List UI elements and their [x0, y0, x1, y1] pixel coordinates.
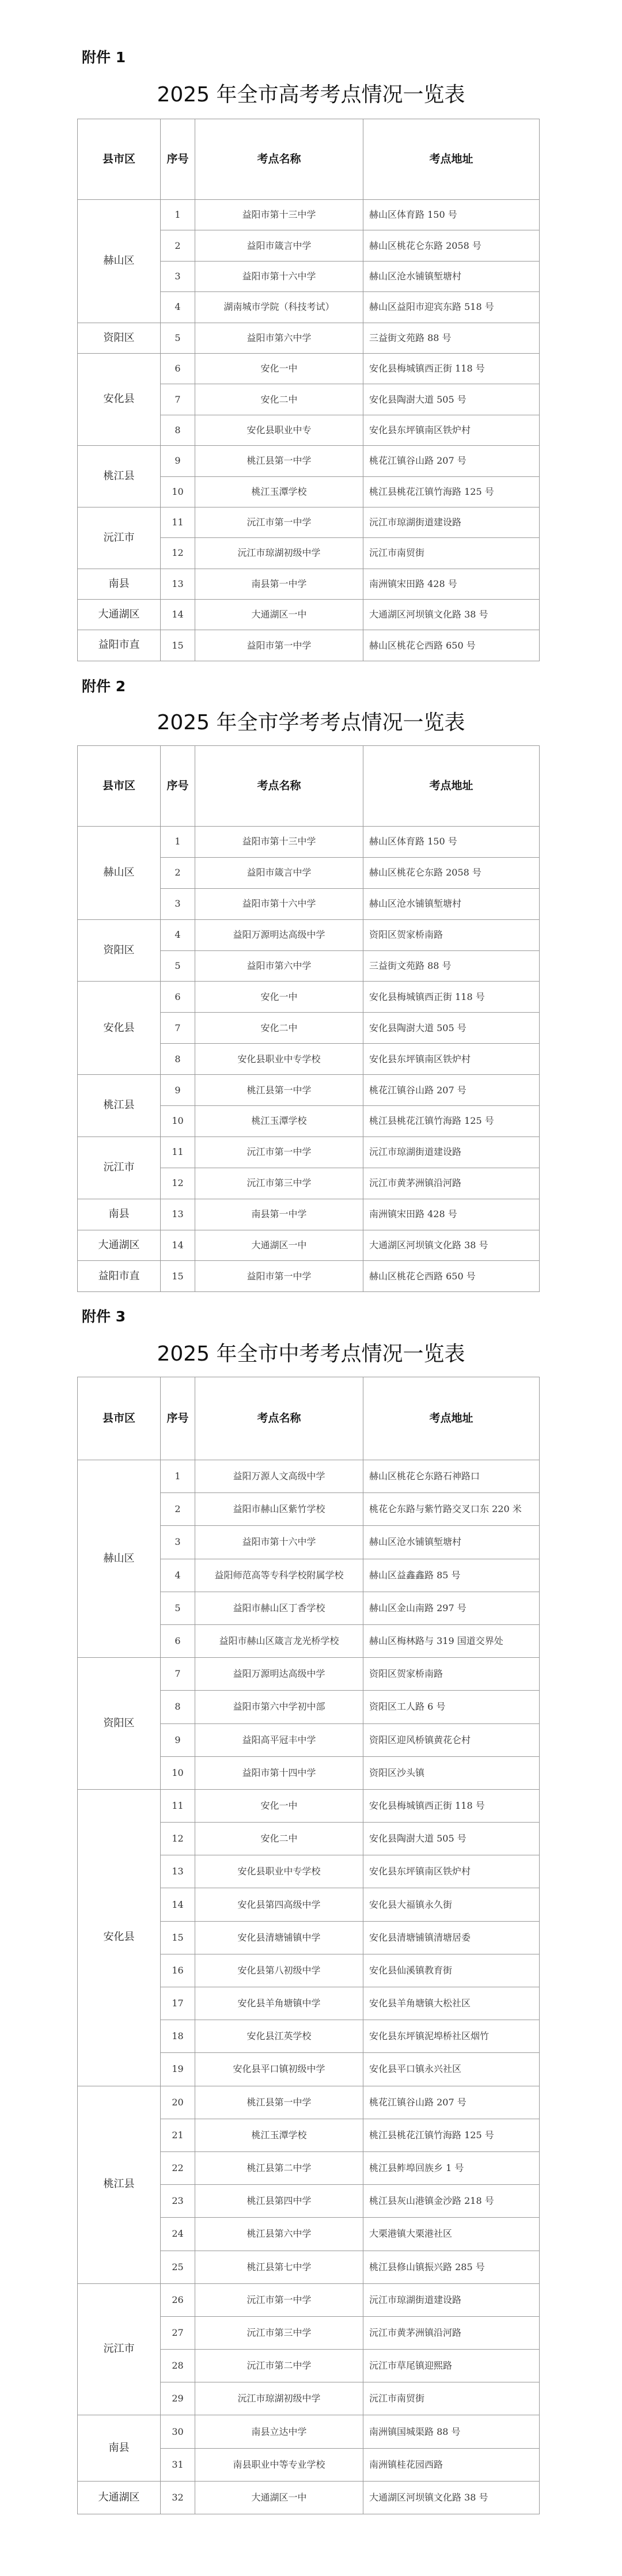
county-cell: 沅江市 [78, 507, 161, 569]
number-cell: 5 [161, 950, 195, 982]
number-cell: 29 [161, 2382, 195, 2415]
table-row [78, 323, 540, 353]
header-number: 序号 [161, 1377, 195, 1460]
site-address-cell: 赫山区桃花仑西路 650 号 [363, 1261, 540, 1292]
county-cell: 桃江县 [78, 2086, 161, 2283]
number-cell: 3 [161, 888, 195, 919]
site-address-cell: 桃花仑东路与紫竹路交叉口东 220 米 [363, 1493, 540, 1526]
site-address-cell: 赫山区沧水铺镇堑塘村 [363, 261, 540, 291]
county-cell: 南县 [78, 1199, 161, 1230]
site-name-cell: 桃江县第四中学 [195, 2185, 363, 2218]
county-cell: 大通湖区 [78, 1230, 161, 1261]
county-cell: 安化县 [78, 982, 161, 1075]
number-cell: 6 [161, 982, 195, 1013]
county-cell: 益阳市直 [78, 630, 161, 661]
site-address-cell: 资阳区贺家桥南路 [363, 1658, 540, 1691]
site-address-cell: 赫山区梅林路与 319 国道交界处 [363, 1624, 540, 1657]
number-cell: 4 [161, 919, 195, 950]
number-cell: 4 [161, 292, 195, 323]
county-cell: 赫山区 [78, 1460, 161, 1658]
number-cell: 11 [161, 1789, 195, 1822]
site-address-cell: 沅江市琼湖街道建设路 [363, 507, 540, 537]
site-address-cell: 安化县梅城镇西正街 118 号 [363, 1789, 540, 1822]
site-address-cell: 安化县陶澍大道 505 号 [363, 1013, 540, 1044]
number-cell: 8 [161, 415, 195, 445]
number-cell: 9 [161, 446, 195, 476]
site-address-cell: 安化县梅城镇西正街 118 号 [363, 353, 540, 384]
site-address-cell: 资阳区沙头镇 [363, 1756, 540, 1789]
number-cell: 19 [161, 2053, 195, 2086]
number-cell: 14 [161, 1230, 195, 1261]
site-address-cell: 赫山区沧水铺镇堑塘村 [363, 888, 540, 919]
site-address-cell: 桃花江镇谷山路 207 号 [363, 1075, 540, 1106]
site-name-cell: 沅江市第三中学 [195, 1168, 363, 1199]
number-cell: 6 [161, 353, 195, 384]
site-address-cell: 南洲镇宋田路 428 号 [363, 1199, 540, 1230]
site-name-cell: 安化县第四高级中学 [195, 1888, 363, 1921]
table-header-row [78, 119, 540, 200]
site-address-cell: 安化县清塘铺镇清塘居委 [363, 1921, 540, 1954]
number-cell: 31 [161, 2448, 195, 2481]
table-row [78, 2481, 540, 2514]
number-cell: 2 [161, 1493, 195, 1526]
site-address-cell: 沅江市南贸街 [363, 2382, 540, 2415]
number-cell: 27 [161, 2316, 195, 2349]
number-cell: 8 [161, 1691, 195, 1723]
site-address-cell: 赫山区体育路 150 号 [363, 827, 540, 858]
site-name-cell: 益阳市第六中学 [195, 323, 363, 353]
number-cell: 7 [161, 384, 195, 415]
site-name-cell: 大通湖区一中 [195, 2481, 363, 2514]
number-cell: 25 [161, 2251, 195, 2283]
site-name-cell: 安化二中 [195, 1013, 363, 1044]
county-cell: 桃江县 [78, 1075, 161, 1137]
site-name-cell: 益阳市第一中学 [195, 1261, 363, 1292]
site-address-cell: 桃江县桃花江镇竹海路 125 号 [363, 1106, 540, 1137]
table-row [78, 1199, 540, 1230]
site-name-cell: 益阳市第六中学 [195, 950, 363, 982]
header-number: 序号 [161, 119, 195, 200]
number-cell: 1 [161, 1460, 195, 1493]
table-row [78, 1075, 540, 1106]
site-address-cell: 桃江县灰山港镇金沙路 218 号 [363, 2185, 540, 2218]
site-address-cell: 安化县仙溪镇教育街 [363, 1954, 540, 1987]
site-name-cell: 大通湖区一中 [195, 1230, 363, 1261]
header-site-address: 考点地址 [363, 746, 540, 827]
number-cell: 30 [161, 2415, 195, 2448]
site-address-cell: 安化县东坪镇南区铁炉村 [363, 1855, 540, 1888]
site-name-cell: 沅江市第三中学 [195, 2316, 363, 2349]
number-cell: 7 [161, 1658, 195, 1691]
site-address-cell: 资阳区迎风桥镇黄花仑村 [363, 1723, 540, 1756]
site-address-cell: 安化县东坪镇南区铁炉村 [363, 415, 540, 445]
site-address-cell: 安化县羊角塘镇大松社区 [363, 1987, 540, 2020]
site-address-cell: 赫山区金山南路 297 号 [363, 1592, 540, 1624]
county-cell: 南县 [78, 2415, 161, 2481]
site-address-cell: 赫山区体育路 150 号 [363, 200, 540, 230]
table-row [78, 1137, 540, 1168]
header-number: 序号 [161, 746, 195, 827]
annex-label-3: 附件 3 [82, 1308, 126, 1325]
site-name-cell: 南县职业中等专业学校 [195, 2448, 363, 2481]
site-name-cell: 安化二中 [195, 384, 363, 415]
site-name-cell: 益阳市箴言中学 [195, 857, 363, 888]
site-name-cell: 益阳市第十四中学 [195, 1756, 363, 1789]
table-row [78, 1658, 540, 1691]
county-cell: 资阳区 [78, 919, 161, 982]
number-cell: 13 [161, 1199, 195, 1230]
site-name-cell: 益阳市第十六中学 [195, 888, 363, 919]
site-name-cell: 益阳市赫山区箴言龙光桥学校 [195, 1624, 363, 1657]
table-row [78, 1789, 540, 1822]
site-address-cell: 南洲镇宋田路 428 号 [363, 569, 540, 599]
site-address-cell: 赫山区益阳市迎宾东路 518 号 [363, 292, 540, 323]
county-cell: 赫山区 [78, 827, 161, 920]
site-name-cell: 大通湖区一中 [195, 600, 363, 630]
site-address-cell: 资阳区贺家桥南路 [363, 919, 540, 950]
number-cell: 17 [161, 1987, 195, 2020]
site-name-cell: 安化县羊角塘镇中学 [195, 1987, 363, 2020]
site-address-cell: 沅江市草尾镇迎熙路 [363, 2350, 540, 2382]
header-site-address: 考点地址 [363, 1377, 540, 1460]
number-cell: 16 [161, 1954, 195, 1987]
site-name-cell: 安化县清塘铺镇中学 [195, 1921, 363, 1954]
site-name-cell: 安化县江英学校 [195, 2020, 363, 2053]
site-address-cell: 安化县陶澍大道 505 号 [363, 1823, 540, 1855]
county-cell: 安化县 [78, 353, 161, 445]
table-row [78, 919, 540, 950]
number-cell: 18 [161, 2020, 195, 2053]
table-row [78, 507, 540, 537]
number-cell: 10 [161, 1756, 195, 1789]
county-cell: 沅江市 [78, 1137, 161, 1199]
table-title-2: 2025 年全市学考考点情况一览表 [157, 711, 465, 734]
county-cell: 沅江市 [78, 2283, 161, 2415]
site-name-cell: 益阳万源人文高级中学 [195, 1460, 363, 1493]
site-address-cell: 桃花江镇谷山路 207 号 [363, 2086, 540, 2119]
site-address-cell: 桃江县桃花江镇竹海路 125 号 [363, 2119, 540, 2151]
number-cell: 26 [161, 2283, 195, 2316]
site-address-cell: 赫山区桃花仑东路 2058 号 [363, 230, 540, 261]
number-cell: 7 [161, 1013, 195, 1044]
number-cell: 20 [161, 2086, 195, 2119]
number-cell: 32 [161, 2481, 195, 2514]
site-address-cell: 安化县东坪镇泥埠桥社区烟竹 [363, 2020, 540, 2053]
site-address-cell: 南洲镇国城渠路 88 号 [363, 2415, 540, 2448]
site-address-cell: 大通湖区河坝镇文化路 38 号 [363, 600, 540, 630]
site-address-cell: 安化县陶澍大道 505 号 [363, 384, 540, 415]
table-row [78, 200, 540, 230]
site-address-cell: 沅江市琼湖街道建设路 [363, 2283, 540, 2316]
site-name-cell: 沅江市第一中学 [195, 2283, 363, 2316]
table-row [78, 630, 540, 661]
site-name-cell: 沅江市第一中学 [195, 1137, 363, 1168]
site-name-cell: 益阳市第十三中学 [195, 827, 363, 858]
site-address-cell: 安化县东坪镇南区铁炉村 [363, 1044, 540, 1075]
site-address-cell: 三益街文苑路 88 号 [363, 950, 540, 982]
table-row [78, 1460, 540, 1493]
table-row [78, 827, 540, 858]
site-name-cell: 桃江县第一中学 [195, 446, 363, 476]
county-cell: 资阳区 [78, 323, 161, 353]
site-name-cell: 益阳市第十六中学 [195, 261, 363, 291]
site-address-cell: 桃江县修山镇振兴路 285 号 [363, 2251, 540, 2283]
site-address-cell: 大通湖区河坝镇文化路 38 号 [363, 1230, 540, 1261]
site-name-cell: 沅江市琼湖初级中学 [195, 538, 363, 569]
site-name-cell: 桃江玉潭学校 [195, 1106, 363, 1137]
number-cell: 12 [161, 538, 195, 569]
county-cell: 资阳区 [78, 1658, 161, 1790]
site-name-cell: 桃江玉潭学校 [195, 2119, 363, 2151]
site-name-cell: 安化县职业中专 [195, 415, 363, 445]
site-address-cell: 安化县平口镇永兴社区 [363, 2053, 540, 2086]
number-cell: 1 [161, 200, 195, 230]
site-address-cell: 沅江市琼湖街道建设路 [363, 1137, 540, 1168]
site-address-cell: 大栗港镇大栗港社区 [363, 2218, 540, 2251]
number-cell: 24 [161, 2218, 195, 2251]
table-row [78, 600, 540, 630]
table-header-row [78, 1377, 540, 1460]
site-name-cell: 南县立达中学 [195, 2415, 363, 2448]
site-address-cell: 赫山区桃花仑东路石神路口 [363, 1460, 540, 1493]
site-name-cell: 南县第一中学 [195, 1199, 363, 1230]
site-address-cell: 沅江市黄茅洲镇沿河路 [363, 1168, 540, 1199]
annex-label-2: 附件 2 [82, 678, 126, 695]
number-cell: 4 [161, 1559, 195, 1592]
number-cell: 11 [161, 1137, 195, 1168]
header-county: 县市区 [78, 746, 161, 827]
number-cell: 3 [161, 1526, 195, 1559]
table-row [78, 982, 540, 1013]
site-name-cell: 安化二中 [195, 1823, 363, 1855]
number-cell: 9 [161, 1723, 195, 1756]
table-row [78, 1230, 540, 1261]
number-cell: 6 [161, 1624, 195, 1657]
exam-site-table-1 [77, 119, 540, 661]
site-name-cell: 益阳市赫山区丁香学校 [195, 1592, 363, 1624]
number-cell: 5 [161, 1592, 195, 1624]
number-cell: 15 [161, 630, 195, 661]
number-cell: 10 [161, 476, 195, 507]
table-row [78, 2415, 540, 2448]
site-name-cell: 湖南城市学院（科技考试） [195, 292, 363, 323]
county-cell: 桃江县 [78, 446, 161, 507]
county-cell: 大通湖区 [78, 2481, 161, 2514]
site-name-cell: 桃江县第一中学 [195, 1075, 363, 1106]
site-address-cell: 赫山区桃花仑西路 650 号 [363, 630, 540, 661]
site-name-cell: 安化县职业中专学校 [195, 1855, 363, 1888]
number-cell: 2 [161, 230, 195, 261]
header-county: 县市区 [78, 119, 161, 200]
site-name-cell: 安化县平口镇初级中学 [195, 2053, 363, 2086]
table-row [78, 353, 540, 384]
header-county: 县市区 [78, 1377, 161, 1460]
number-cell: 1 [161, 827, 195, 858]
site-name-cell: 益阳市箴言中学 [195, 230, 363, 261]
site-name-cell: 桃江县第二中学 [195, 2151, 363, 2184]
site-name-cell: 益阳市第一中学 [195, 630, 363, 661]
site-address-cell: 安化县梅城镇西正街 118 号 [363, 982, 540, 1013]
site-name-cell: 益阳高平冠丰中学 [195, 1723, 363, 1756]
site-name-cell: 安化县第八初级中学 [195, 1954, 363, 1987]
site-address-cell: 桃江县桃花江镇竹海路 125 号 [363, 476, 540, 507]
site-name-cell: 益阳市第六中学初中部 [195, 1691, 363, 1723]
table-row [78, 569, 540, 599]
number-cell: 12 [161, 1168, 195, 1199]
site-address-cell: 资阳区工人路 6 号 [363, 1691, 540, 1723]
exam-site-table-3 [77, 1377, 540, 2514]
number-cell: 14 [161, 600, 195, 630]
county-cell: 益阳市直 [78, 1261, 161, 1292]
number-cell: 2 [161, 857, 195, 888]
number-cell: 13 [161, 569, 195, 599]
number-cell: 3 [161, 261, 195, 291]
number-cell: 15 [161, 1261, 195, 1292]
site-name-cell: 南县第一中学 [195, 569, 363, 599]
number-cell: 5 [161, 323, 195, 353]
site-name-cell: 益阳师范高等专科学校附属学校 [195, 1559, 363, 1592]
site-name-cell: 益阳市第十六中学 [195, 1526, 363, 1559]
table-row [78, 2086, 540, 2119]
header-site-name: 考点名称 [195, 119, 363, 200]
county-cell: 赫山区 [78, 200, 161, 323]
header-site-address: 考点地址 [363, 119, 540, 200]
site-name-cell: 安化一中 [195, 982, 363, 1013]
number-cell: 9 [161, 1075, 195, 1106]
number-cell: 23 [161, 2185, 195, 2218]
site-name-cell: 安化一中 [195, 1789, 363, 1822]
county-cell: 大通湖区 [78, 600, 161, 630]
site-name-cell: 桃江县第七中学 [195, 2251, 363, 2283]
site-name-cell: 桃江县第一中学 [195, 2086, 363, 2119]
table-row [78, 2283, 540, 2316]
number-cell: 13 [161, 1855, 195, 1888]
county-cell: 南县 [78, 569, 161, 599]
number-cell: 11 [161, 507, 195, 537]
number-cell: 8 [161, 1044, 195, 1075]
site-name-cell: 桃江县第六中学 [195, 2218, 363, 2251]
site-address-cell: 赫山区桃花仑东路 2058 号 [363, 857, 540, 888]
table-row [78, 1261, 540, 1292]
site-name-cell: 沅江市第二中学 [195, 2350, 363, 2382]
number-cell: 15 [161, 1921, 195, 1954]
site-address-cell: 赫山区益鑫鑫路 85 号 [363, 1559, 540, 1592]
site-name-cell: 沅江市琼湖初级中学 [195, 2382, 363, 2415]
number-cell: 14 [161, 1888, 195, 1921]
site-address-cell: 大通湖区河坝镇文化路 38 号 [363, 2481, 540, 2514]
site-name-cell: 益阳万源明达高级中学 [195, 1658, 363, 1691]
number-cell: 22 [161, 2151, 195, 2184]
site-name-cell: 安化县职业中专学校 [195, 1044, 363, 1075]
site-name-cell: 益阳万源明达高级中学 [195, 919, 363, 950]
site-address-cell: 桃花江镇谷山路 207 号 [363, 446, 540, 476]
site-address-cell: 沅江市黄茅洲镇沿河路 [363, 2316, 540, 2349]
number-cell: 21 [161, 2119, 195, 2151]
site-address-cell: 南洲镇桂花园西路 [363, 2448, 540, 2481]
site-name-cell: 益阳市赫山区紫竹学校 [195, 1493, 363, 1526]
header-site-name: 考点名称 [195, 1377, 363, 1460]
number-cell: 10 [161, 1106, 195, 1137]
annex-label-1: 附件 1 [82, 49, 126, 66]
table-title-3: 2025 年全市中考考点情况一览表 [157, 1342, 465, 1366]
site-name-cell: 桃江玉潭学校 [195, 476, 363, 507]
number-cell: 12 [161, 1823, 195, 1855]
site-address-cell: 三益街文苑路 88 号 [363, 323, 540, 353]
site-address-cell: 赫山区沧水铺镇堑塘村 [363, 1526, 540, 1559]
site-address-cell: 沅江市南贸街 [363, 538, 540, 569]
site-name-cell: 沅江市第一中学 [195, 507, 363, 537]
site-name-cell: 益阳市第十三中学 [195, 200, 363, 230]
table-row [78, 446, 540, 476]
table-title-1: 2025 年全市高考考点情况一览表 [157, 83, 465, 107]
header-site-name: 考点名称 [195, 746, 363, 827]
site-address-cell: 安化县大福镇永久街 [363, 1888, 540, 1921]
county-cell: 安化县 [78, 1789, 161, 2086]
exam-site-table-2 [77, 745, 540, 1292]
site-name-cell: 安化一中 [195, 353, 363, 384]
number-cell: 28 [161, 2350, 195, 2382]
table-header-row [78, 746, 540, 827]
site-address-cell: 桃江县鲊埠回族乡 1 号 [363, 2151, 540, 2184]
